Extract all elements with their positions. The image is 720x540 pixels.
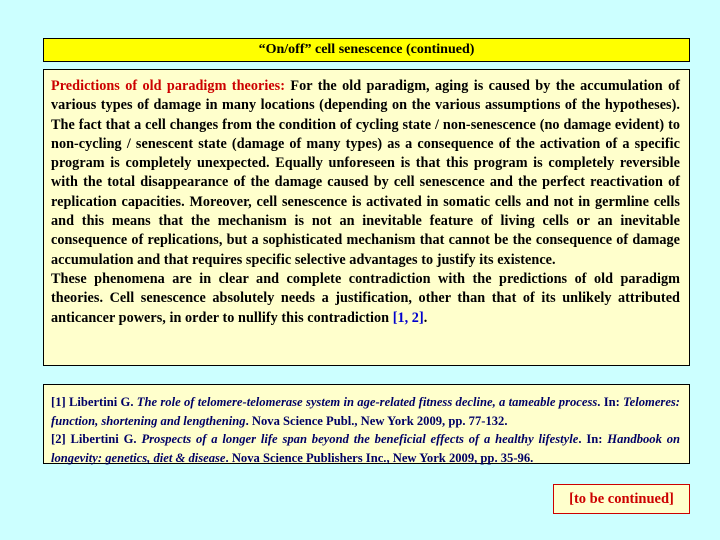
- to-be-continued-badge[interactable]: [to be continued]: [553, 484, 690, 514]
- ref-2-book: Handbook on longevity: genetics, diet & disease: [51, 432, 681, 465]
- ref-1-book: Telomeres: function, shortening and lengthening: [51, 395, 681, 428]
- body-end: .: [423, 309, 428, 326]
- ref-1-title: The role of telomere-telomerase system in age-related fitness decline, a tameable process: [136, 395, 598, 409]
- body-text: For the old paradigm, aging is caused by the accumulation of various types of damage in many locations (depending on the various assumptions of the hypotheses). The fact that a cell changes from the condition of cycling state / non-senescence (no damage evident) to non-cycling / senescent state (damage of many types) as a consequence of the activation of a specific program is completely unexpected. Equally unforeseen is that this program is completely reversible with the total disappearance of the damage caused by cell senescence and the perfect reactivation of replication capacities. Moreover, cell senescence is activated in somatic cells and not in germline cells and this means that the mechanism is not an inevitable feature of living cells or an inevitable consequence of replications, but a sophisticated mechanism that cannot be the consequence of damage accumulation and that requires specific selective advantages to justify its existence.: [51, 78, 680, 268]
- body-paragraph-2: These phenomena are in clear and complete contradiction with the predictions of old paradigm theories. Cell senescence absolutely needs a justification, other than that of its unlikely attributed anticancer powers, in order to nullify this contradiction: [51, 270, 680, 326]
- slide-title: “On/off” cell senescence (continued): [43, 38, 690, 62]
- body-lead: Predictions of old paradigm theories:: [51, 78, 286, 94]
- references-box: [43, 384, 690, 464]
- ref-1-publisher: . Nova Science Publ., New York 2009, pp. 77-132.: [245, 413, 508, 428]
- ref-2-author: [2] Libertini G.: [51, 432, 142, 446]
- ref-2-publisher: . Nova Science Publishers Inc., New York 2009, pp. 35-96.: [225, 450, 534, 465]
- reference-2: [51, 430, 680, 467]
- ref-2-in: . In:: [578, 432, 608, 446]
- main-text-box: [43, 69, 690, 366]
- ref-1-author: [1] Libertini G.: [51, 395, 137, 409]
- citation-link[interactable]: [1, 2]: [392, 309, 424, 326]
- reference-1: [51, 393, 680, 430]
- body-paragraph: [51, 77, 680, 328]
- ref-1-in: . In:: [597, 395, 624, 409]
- ref-2-title: Prospects of a longer life span beyond the beneficial effects of a healthy lifestyle: [141, 432, 579, 446]
